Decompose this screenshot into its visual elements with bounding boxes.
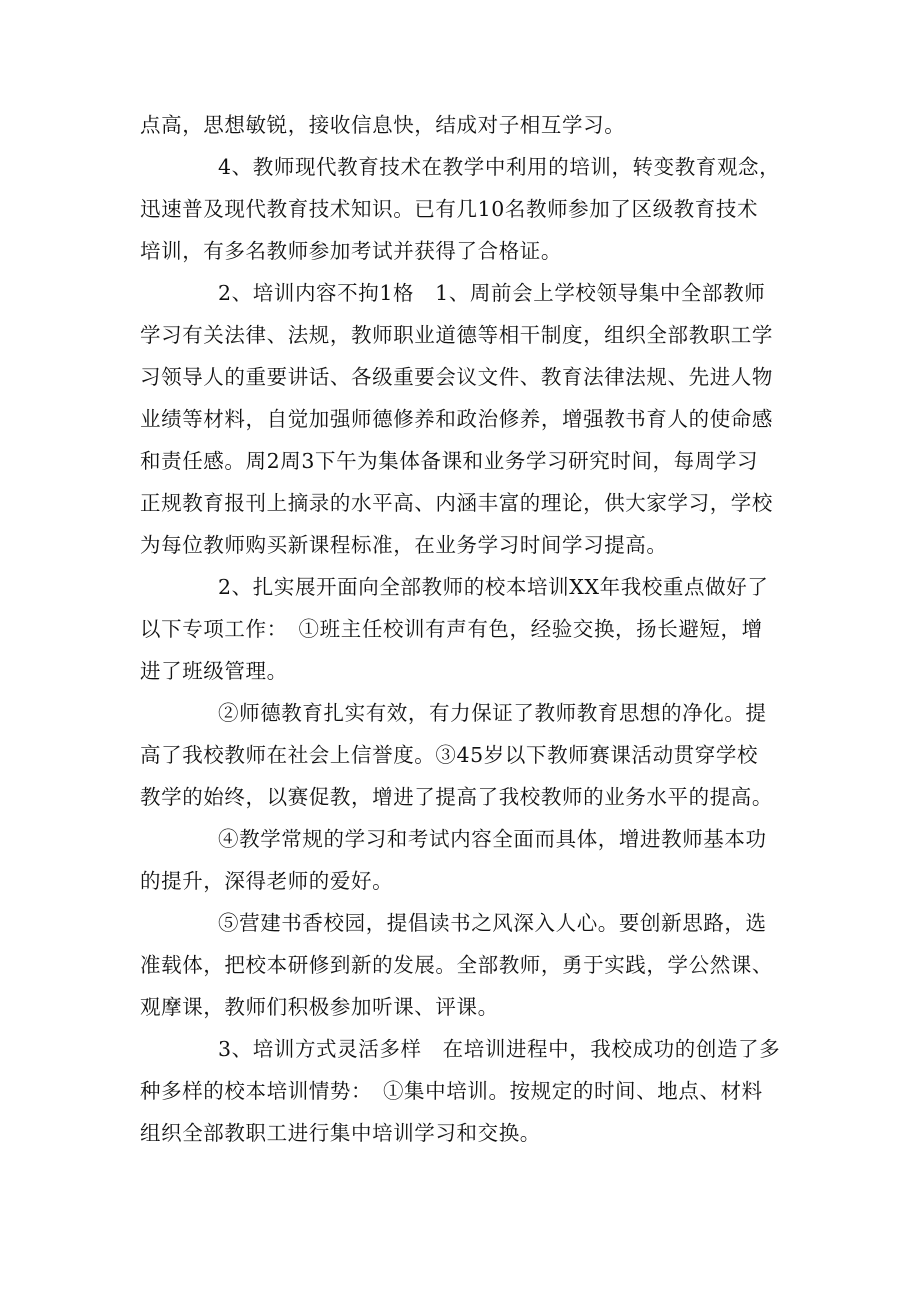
text-line: 为每位教师购买新课程标准，在业务学习时间学习提高。 <box>140 533 668 557</box>
text-line: 学习有关法律、法规，教师职业道德等相干制度，组织全部教职工学 <box>140 323 773 347</box>
text-line: 3、培训方式灵活多样 在培训进程中，我校成功的创造了多 <box>218 1037 781 1061</box>
text-line: ②师德教育扎实有效，有力保证了教师教育思想的净化。提 <box>218 701 767 725</box>
text-line: 种多样的校本培训情势： ①集中培训。按规定的时间、地点、材料 <box>140 1079 763 1103</box>
text-line: 观摩课，教师们积极参加听课、评课。 <box>140 995 499 1019</box>
text-line: 的提升，深得老师的爱好。 <box>140 869 394 893</box>
text-line: 迅速普及现代教育技术知识。已有几10名教师参加了区级教育技术 <box>140 197 759 221</box>
text-line: 2、培训内容不拘1格 1、周前会上学校领导集中全部教师 <box>218 281 766 305</box>
text-line: ④教学常规的学习和考试内容全面而具体，增进教师基本功 <box>218 827 767 851</box>
paragraph <box>140 692 788 818</box>
document-body <box>140 104 788 1154</box>
text-line: 业绩等材料，自觉加强师德修养和政治修养，增强教书育人的使命感 <box>140 407 773 431</box>
text-line: 培训，有多名教师参加考试并获得了合格证。 <box>140 239 562 263</box>
text-line: 进了班级管理。 <box>140 659 288 683</box>
paragraph <box>140 818 788 902</box>
text-line: 2、扎实展开面向全部教师的校本培训XX年我校重点做好了 <box>218 575 769 599</box>
paragraph <box>140 566 788 692</box>
text-line: 习领导人的重要讲话、各级重要会议文件、教育法律法规、先进人物 <box>140 365 773 389</box>
text-line: 教学的始终，以赛促教，增进了提高了我校教师的业务水平的提高。 <box>140 785 773 809</box>
paragraph <box>140 272 788 566</box>
text-line: 组织全部教职工进行集中培训学习和交换。 <box>140 1121 541 1145</box>
text-line: 高了我校教师在社会上信誉度。③45岁以下教师赛课活动贯穿学校 <box>140 743 759 767</box>
text-line: 以下专项工作： ①班主任校训有声有色，经验交换，扬长避短，增 <box>140 617 763 641</box>
paragraph <box>140 1028 788 1154</box>
paragraph <box>140 104 788 146</box>
paragraph <box>140 902 788 1028</box>
paragraph <box>140 146 788 272</box>
text-line: 点高，思想敏锐，接收信息快，结成对子相互学习。 <box>140 113 626 137</box>
text-line: 准载体，把校本研修到新的发展。全部教师，勇于实践，学公然课、 <box>140 953 773 977</box>
text-line: 正规教育报刊上摘录的水平高、内涵丰富的理论，供大家学习，学校 <box>140 491 773 515</box>
text-line: ⑤营建书香校园，提倡读书之风深入人心。要创新思路，选 <box>218 911 767 935</box>
text-line: 4、教师现代教育技术在教学中利用的培训，转变教育观念， <box>218 155 781 179</box>
text-line: 和责任感。周2周3下午为集体备课和业务学习研究时间，每周学习 <box>140 449 759 473</box>
